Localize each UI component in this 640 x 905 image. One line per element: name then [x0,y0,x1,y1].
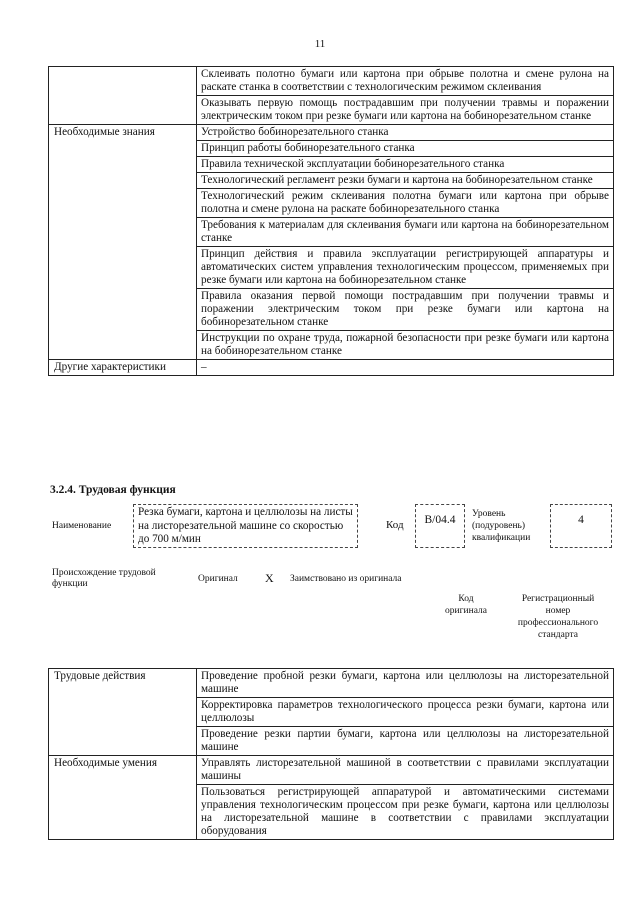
table-row [49,67,614,96]
table-cell: Проведение резки партии бумаги, картона или целлюлозы на листорезательной машине [197,727,614,756]
table-cell: Устройство бобинорезательного станка [197,125,614,141]
table-cell: Инструкции по охране труда, пожарной безопасности при резке бумаги или картона на бобинорезательном станке [197,331,614,360]
function-name-box: Резка бумаги, картона и целлюлозы на листы на листорезательной машине со скоростью до 700 м/мин [133,504,358,548]
table-cell: Управлять листорезательной машиной в соответствии с правилами эксплуатации машины [197,756,614,785]
table-cell: – [197,360,614,376]
knowledge-table [48,66,614,376]
table-cell: Технологический регламент резки бумаги и картона на бобинорезательном станке [197,173,614,189]
table-cell: Склеивать полотно бумаги или картона при обрыве полотна и смене рулона на раскате станка в соответствии с технологическим режимом склеивания [197,67,614,96]
table-row [49,669,614,698]
code-label: Код [386,519,404,531]
row-label [49,67,197,125]
table-cell: Оказывать первую помощь пострадавшим при получении травмы и поражении электрическим током при резке бумаги или картона на бобинорезательном станке [197,96,614,125]
page-number: 11 [314,38,326,50]
table-cell: Пользоваться регистрирующей аппаратурой и автоматическими системами управления технологическим процессом при резке бумаги, картона или целлюлозы на листорезательной машине в соответствии с правилами эксплуатации оборудования [197,785,614,840]
origin-code-label: Код оригинала [445,594,487,616]
table-row [49,125,614,141]
table-cell: Правила технической эксплуатации бобинорезательного станка [197,157,614,173]
level-box: 4 [550,504,612,548]
table-cell: Требования к материалам для склеивания бумаги или картона на бобинорезательном станке [197,218,614,247]
name-label: Наименование [52,521,112,531]
borrowed-label: Заимствовано из оригинала [290,574,402,584]
table-row [49,360,614,376]
level-label: Уровень (подуровень) квалификации [472,509,531,543]
actions-table [48,668,614,840]
table-cell: Корректировка параметров технологического процесса резки бумаги, картона или целлюлозы [197,698,614,727]
origin-label: Происхождение трудовой функции [52,568,156,589]
table-row [49,756,614,785]
table-cell: Технологический режим склеивания полотна бумаги или картона при обрыве полотна и смене рулона на раскате бобинорезательного станка [197,189,614,218]
table-cell: Проведение пробной резки бумаги, картона или целлюлозы на листорезательной машине [197,669,614,698]
row-label: Необходимые умения [49,756,197,840]
row-label: Другие характеристики [49,360,197,376]
original-mark: X [265,571,274,585]
reg-number-label: Регистрационный номер профессионального стандарта [517,594,599,640]
section-heading: 3.2.4. Трудовая функция [50,484,176,496]
code-box: В/04.4 [415,504,465,548]
row-label: Трудовые действия [49,669,197,756]
table-cell: Принцип работы бобинорезательного станка [197,141,614,157]
row-label: Необходимые знания [49,125,197,360]
table-cell: Правила оказания первой помощи пострадавшим при получении травмы и поражении электрическим током при резке бумаги или картона на бобинорезательном станке [197,289,614,331]
table-cell: Принцип действия и правила эксплуатации регистрирующей аппаратуры и автоматических систем управления технологическим процессом, применяемых при резке бумаги или картона на бобинорезательном станке [197,247,614,289]
original-label: Оригинал [198,574,238,584]
